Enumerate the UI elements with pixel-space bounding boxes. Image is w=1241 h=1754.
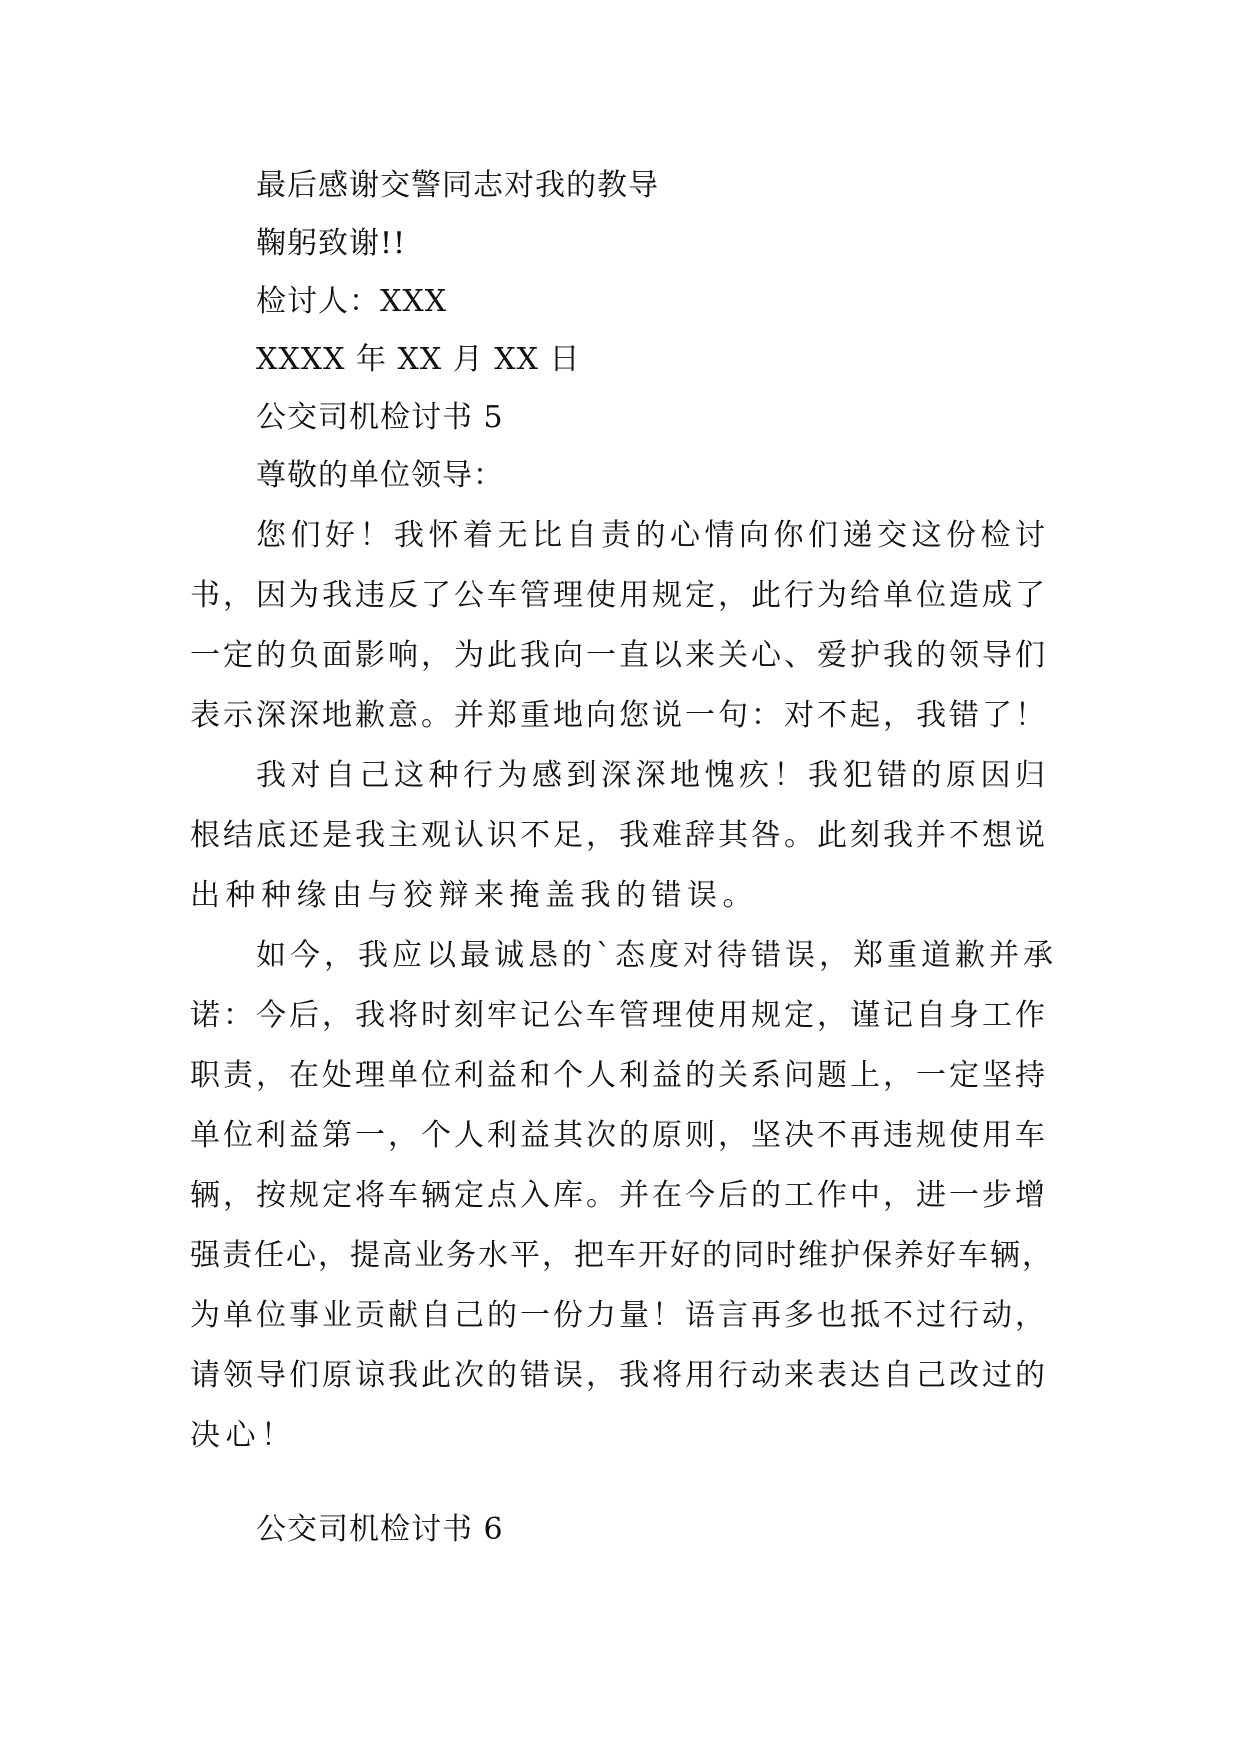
paragraph-1-line: 您们好！我怀着无比自责的心情向你们递交这份检讨 — [256, 518, 1050, 553]
signer-line: 检讨人：XXX — [256, 284, 448, 319]
closing-bow: 鞠躬致谢!! — [256, 226, 407, 261]
paragraph-2-line: 出种种缘由与狡辩来掩盖我的错误。 — [190, 878, 758, 913]
paragraph-2-line: 我对自己这种行为感到深深地愧疚！我犯错的原因归 — [256, 758, 1050, 793]
paragraph-3-line: 辆，按规定将车辆定点入库。并在今后的工作中，进一步增 — [190, 1178, 1048, 1213]
paragraph-1-line: 书，因为我违反了公车管理使用规定，此行为给单位造成了 — [190, 578, 1048, 613]
paragraph-3-line: 诺：今后，我将时刻牢记公车管理使用规定，谨记自身工作 — [190, 998, 1048, 1033]
paragraph-3-line: 为单位事业贡献自己的一份力量！语言再多也抵不过行动， — [190, 1298, 1048, 1333]
salutation: 尊敬的单位领导： — [256, 458, 504, 493]
section-heading-6: 公交司机检讨书 6 — [256, 1512, 504, 1547]
paragraph-3-line: 强责任心，提高业务水平，把车开好的同时维护保养好车辆， — [190, 1238, 1054, 1273]
paragraph-3-line: 单位利益第一，个人利益其次的原则，坚决不再违规使用车 — [190, 1118, 1048, 1153]
closing-thanks: 最后感谢交警同志对我的教导 — [256, 168, 659, 203]
paragraph-3-line: 请领导们原谅我此次的错误，我将用行动来表达自己改过的 — [190, 1358, 1048, 1393]
paragraph-1-line: 表示深深地歉意。并郑重地向您说一句：对不起，我错了！ — [190, 698, 1048, 733]
paragraph-2-line: 根结底还是我主观认识不足，我难辞其咎。此刻我并不想说 — [190, 818, 1048, 853]
paragraph-3-line: 职责，在处理单位利益和个人利益的关系问题上，一定坚持 — [190, 1058, 1048, 1093]
paragraph-3-line: 如今，我应以最诚恳的`态度对待错误，郑重道歉并承 — [256, 938, 1057, 973]
paragraph-3-line: 决心！ — [190, 1418, 297, 1453]
date-line: XXXX 年 XX 月 XX 日 — [256, 342, 581, 377]
section-heading-5: 公交司机检讨书 5 — [256, 400, 504, 435]
paragraph-1-line: 一定的负面影响，为此我向一直以来关心、爱护我的领导们 — [190, 638, 1048, 673]
